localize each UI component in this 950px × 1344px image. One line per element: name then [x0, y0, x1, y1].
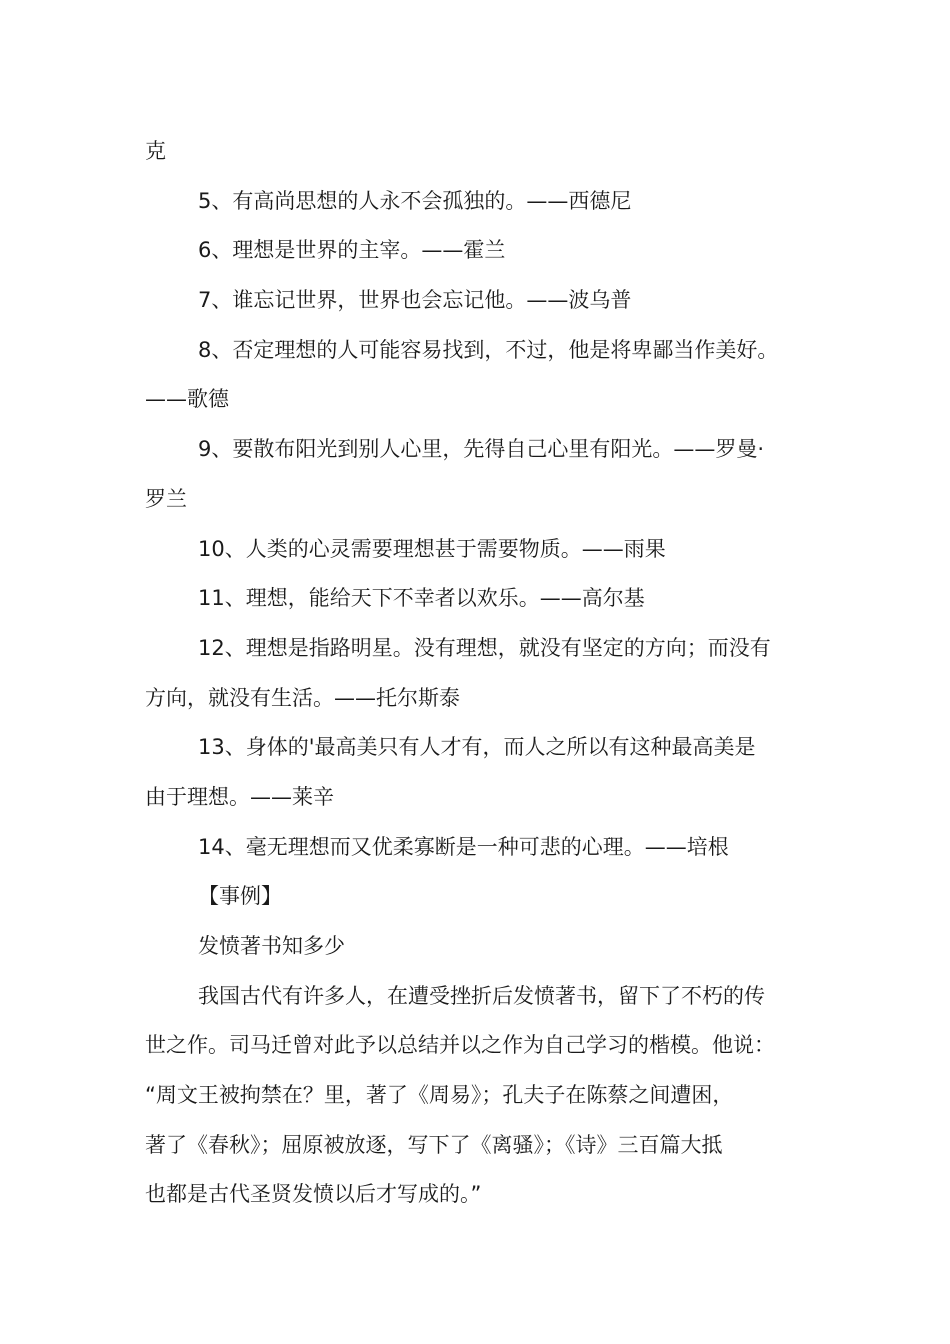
quote-line: 12、理想是指路明星。没有理想，就没有坚定的方向；而没有: [198, 635, 771, 660]
quote-line: 10、人类的心灵需要理想甚于需要物质。——雨果: [198, 536, 666, 561]
quote-line: 6、理想是世界的主宰。——霍兰: [198, 238, 506, 263]
quote-line: 7、谁忘记世界，世界也会忘记他。——波乌普: [198, 288, 632, 313]
paragraph-line: 也都是古代圣贤发愤以后才写成的。”: [145, 1182, 482, 1207]
quote-line: 14、毫无理想而又优柔寡断是一种可悲的心理。——培根: [198, 834, 729, 859]
text-line: ——歌德: [145, 387, 229, 412]
text-line: 克: [145, 139, 166, 163]
section-heading: 【事例】: [198, 884, 282, 909]
paragraph-line: 我国古代有许多人，在遭受挫折后发愤著书，留下了不朽的传: [198, 983, 765, 1008]
document-body: [145, 127, 810, 1220]
text-line: 罗兰: [145, 486, 187, 511]
text-line: 由于理想。——莱辛: [145, 784, 334, 809]
paragraph-line: 世之作。司马迁曾对此予以总结并以之作为自己学习的楷模。他说：: [145, 1033, 775, 1058]
text-line: 方向，就没有生活。——托尔斯泰: [145, 685, 460, 710]
quote-line: 13、身体的'最高美只有人才有，而人之所以有这种最高美是: [198, 735, 756, 760]
paragraph-line: “周文王被拘禁在？里，著了《周易》；孔夫子在陈蔡之间遭困，: [145, 1083, 734, 1108]
quote-line: 5、有高尚思想的人永不会孤独的。——西德尼: [198, 188, 632, 213]
quote-line: 9、要散布阳光到别人心里，先得自己心里有阳光。——罗曼·: [198, 437, 765, 462]
paragraph-line: 著了《春秋》；屈原被放逐，写下了《离骚》；《诗》三百篇大抵: [145, 1132, 723, 1157]
quote-line: 8、否定理想的人可能容易找到，不过，他是将卑鄙当作美好。: [198, 337, 779, 362]
story-title: 发愤著书知多少: [198, 934, 345, 958]
quote-line: 11、理想，能给天下不幸者以欢乐。——高尔基: [198, 586, 645, 611]
